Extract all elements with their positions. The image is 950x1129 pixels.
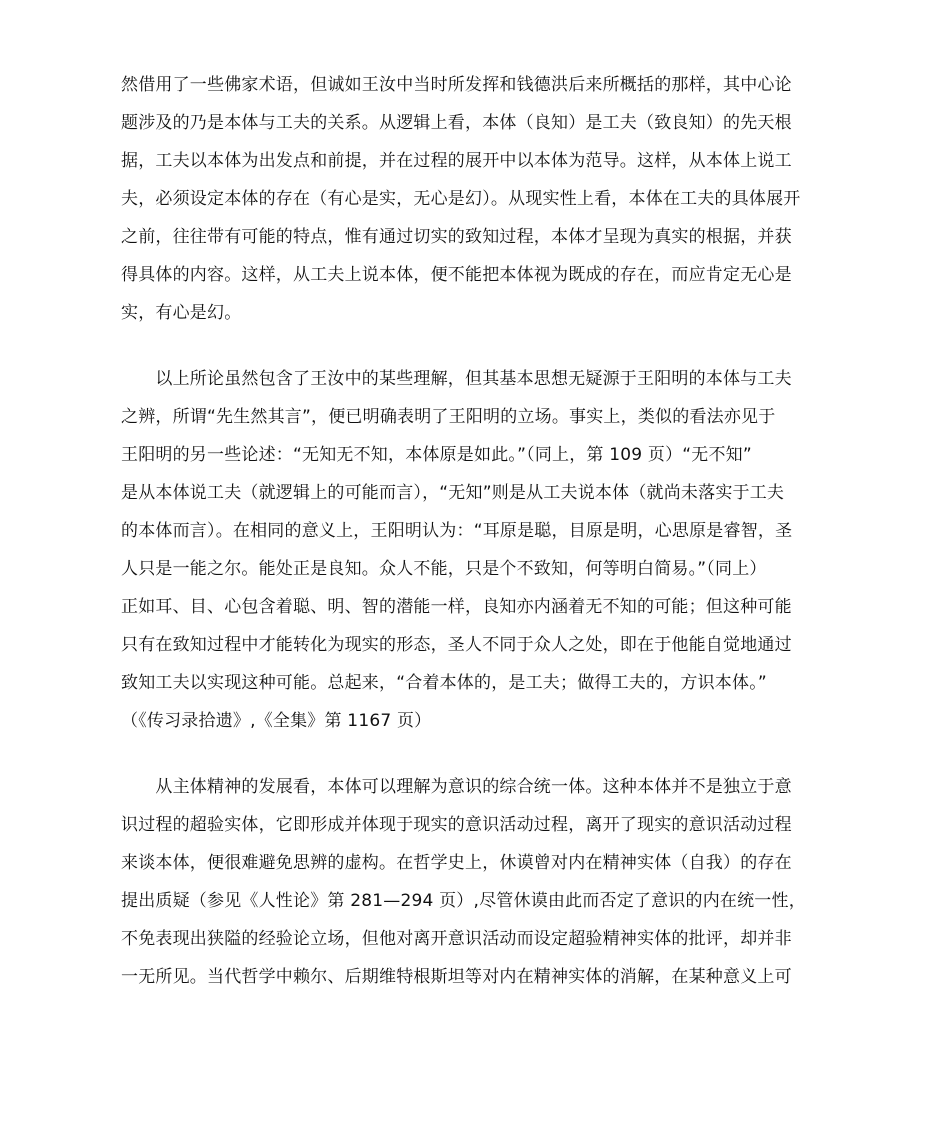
text-line: 实，有心是幻。 [121,303,242,323]
text-line: 王阳明的另一些论述：“无知无不知，本体原是如此。”（同上，第 109 页）“无不知” [121,445,752,465]
text-line: 然借用了一些佛家术语，但诚如王汝中当时所发挥和钱德洪后来所概括的那样，其中心论 [121,75,792,95]
paragraph-3 [121,768,833,996]
text-line: 正如耳、目、心包含着聪、明、智的潜能一样，良知亦内涵着无不知的可能；但这种可能 [121,597,792,617]
document-page [121,66,833,996]
text-line: 之前，往往带有可能的特点，惟有通过切实的致知过程，本体才呈现为真实的根据，并获 [121,227,792,247]
text-line: 不免表现出狭隘的经验论立场，但他对离开意识活动而设定超验精神实体的批评，却并非 [121,929,792,949]
text-line: 是从本体说工夫（就逻辑上的可能而言），“无知”则是从工夫说本体（就尚未落实于工夫 [121,483,785,503]
paragraph-spacer [121,740,833,768]
text-line: 提出质疑（参见《人性论》第 281—294 页）,尽管休谟由此而否定了意识的内在统一性， [121,891,806,911]
text-line: 夫，必须设定本体的存在（有心是实，无心是幻）。从现实性上看，本体在工夫的具体展开 [121,189,801,209]
paragraph-1 [121,66,833,332]
text-line: 来谈本体，便很难避免思辨的虚构。在哲学史上，休谟曾对内在精神实体（自我）的存在 [121,853,792,873]
text-line: 一无所见。当代哲学中赖尔、后期维特根斯坦等对内在精神实体的消解，在某种意义上可 [121,967,792,987]
text-line: 识过程的超验实体，它即形成并体现于现实的意识活动过程，离开了现实的意识活动过程 [121,815,792,835]
text-line: 的本体而言）。在相同的意义上，王阳明认为：“耳原是聪，目原是明，心思原是睿智，圣 [121,521,793,541]
paragraph-spacer [121,332,833,360]
text-line: 以上所论虽然包含了王汝中的某些理解，但其基本思想无疑源于王阳明的本体与工夫 [121,369,792,389]
text-line: 之辨，所谓“先生然其言”，便已明确表明了王阳明的立场。事实上，类似的看法亦见于 [121,407,776,427]
text-line: 得具体的内容。这样，从工夫上说本体，便不能把本体视为既成的存在，而应肯定无心是 [121,265,792,285]
text-line: 题涉及的乃是本体与工夫的关系。从逻辑上看，本体（良知）是工夫（致良知）的先天根 [121,113,792,133]
text-line: 从主体精神的发展看，本体可以理解为意识的综合统一体。这种本体并不是独立于意 [121,777,792,797]
text-line: 致知工夫以实现这种可能。总起来，“合着本体的，是工夫；做得工夫的，方识本体。” [121,673,767,693]
text-line: （《传习录拾遗》,《全集》第 1167 页） [121,711,432,731]
text-line: 据，工夫以本体为出发点和前提，并在过程的展开中以本体为范导。这样，从本体上说工 [121,151,792,171]
text-line: 人只是一能之尔。能处正是良知。众人不能，只是个不致知，何等明白简易。”（同上） [121,559,767,579]
paragraph-2 [121,360,833,740]
text-line: 只有在致知过程中才能转化为现实的形态，圣人不同于众人之处，即在于他能自觉地通过 [121,635,792,655]
